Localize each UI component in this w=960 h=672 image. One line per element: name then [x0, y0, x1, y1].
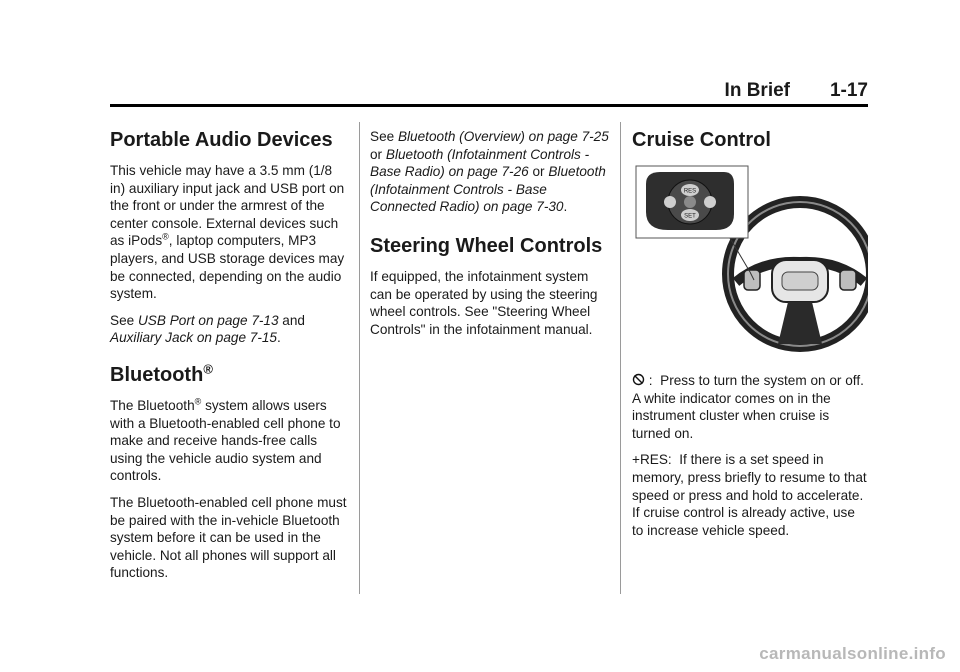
cruise-onoff-icon: [632, 373, 645, 386]
column-1: [110, 128, 350, 591]
cruise-control-callout: [636, 166, 748, 238]
page-header: [110, 78, 868, 107]
portable-audio-paragraph: [110, 162, 350, 303]
registered-mark: ®: [162, 231, 169, 242]
onoff-text: Press to turn the system on or off. A white indicator comes on in the instrument cluster when cruise is turned on.: [632, 373, 864, 441]
registered-mark: ®: [194, 396, 202, 407]
period: .: [563, 199, 568, 215]
bluetooth-overview-link[interactable]: Bluetooth (Overview) on page 7-25: [397, 129, 609, 144]
or-word: or: [528, 164, 549, 180]
portable-text-a: This vehicle may have a 3.5 mm (1/8 in) auxiliary input jack and USB port on the front or under the armrest of the center console. External devices such as iPods: [110, 163, 345, 249]
steering-wheel-controls-heading: Steering Wheel Controls: [370, 234, 603, 257]
bluetooth-connected-radio-link[interactable]: Bluetooth (Infotainment Controls - Base Connected Radio) on page 7-30: [370, 164, 606, 215]
onoff-separator: :: [645, 373, 653, 388]
section-title: In Brief: [724, 80, 790, 101]
steering-wheel-illustration: [632, 162, 868, 356]
see-prefix: See: [110, 312, 138, 328]
column-2: [370, 128, 610, 347]
bluetooth-paragraph-2: The Bluetooth-enabled cell phone must be paired with the in-vehicle Bluetooth system before it can be used in the vehicle. Not all phones will support all functions.: [110, 494, 347, 581]
registered-mark: ®: [203, 361, 213, 377]
page-number: 1-17: [829, 80, 868, 101]
portable-text-b: , laptop computers, MP3 players, and USB storage devices may be connected, depending on the audio system.: [110, 233, 345, 302]
bluetooth-heading-text: Bluetooth: [110, 363, 204, 386]
cruise-control-figure: [632, 162, 868, 356]
and-word: and: [278, 312, 305, 328]
steering-wheel-icon: [728, 202, 868, 346]
res-text: If there is a set speed in memory, press briefly to resume to that speed or press and hold to accelerate. If cruise control is already active, use to increase vehicle speed.: [632, 452, 867, 538]
see-prefix: See: [370, 129, 398, 144]
portable-see-paragraph: [110, 312, 350, 347]
bluetooth-see-paragraph: [370, 128, 610, 216]
bluetooth-base-radio-link[interactable]: Bluetooth (Infotainment Controls - Base Radio) on page 7-26: [370, 146, 590, 180]
aux-jack-link[interactable]: Auxiliary Jack on page 7-15: [110, 330, 277, 346]
period: .: [277, 330, 281, 346]
portable-audio-heading: Portable Audio Devices: [110, 129, 333, 151]
set-button-label: SET: [684, 213, 696, 220]
usb-port-link[interactable]: USB Port on page 7-13: [137, 312, 279, 328]
bt-text-a: The Bluetooth: [110, 397, 195, 413]
steering-wheel-controls-paragraph: If equipped, the infotainment system can be operated by using the steering wheel controls. See "Steering Wheel Controls" in the infotainment manual.: [370, 268, 598, 337]
res-label: +RES:: [632, 452, 672, 468]
watermark: carmanualsonline.info: [759, 644, 946, 663]
onoff-paragraph: [632, 372, 868, 442]
or-word: or: [370, 146, 386, 162]
bt-text-b: system allows users with a Bluetooth-enabled cell phone to make and receive hands-free calls using the vehicle audio system and controls.: [110, 397, 341, 484]
res-paragraph: [632, 451, 868, 539]
bluetooth-heading: [110, 363, 350, 387]
column-divider: [359, 122, 360, 594]
column-divider: [620, 122, 621, 594]
cruise-control-heading: Cruise Control: [632, 129, 771, 151]
column-3: [632, 128, 868, 548]
res-button-label: RES: [683, 188, 697, 195]
bluetooth-paragraph-1: [110, 397, 350, 485]
